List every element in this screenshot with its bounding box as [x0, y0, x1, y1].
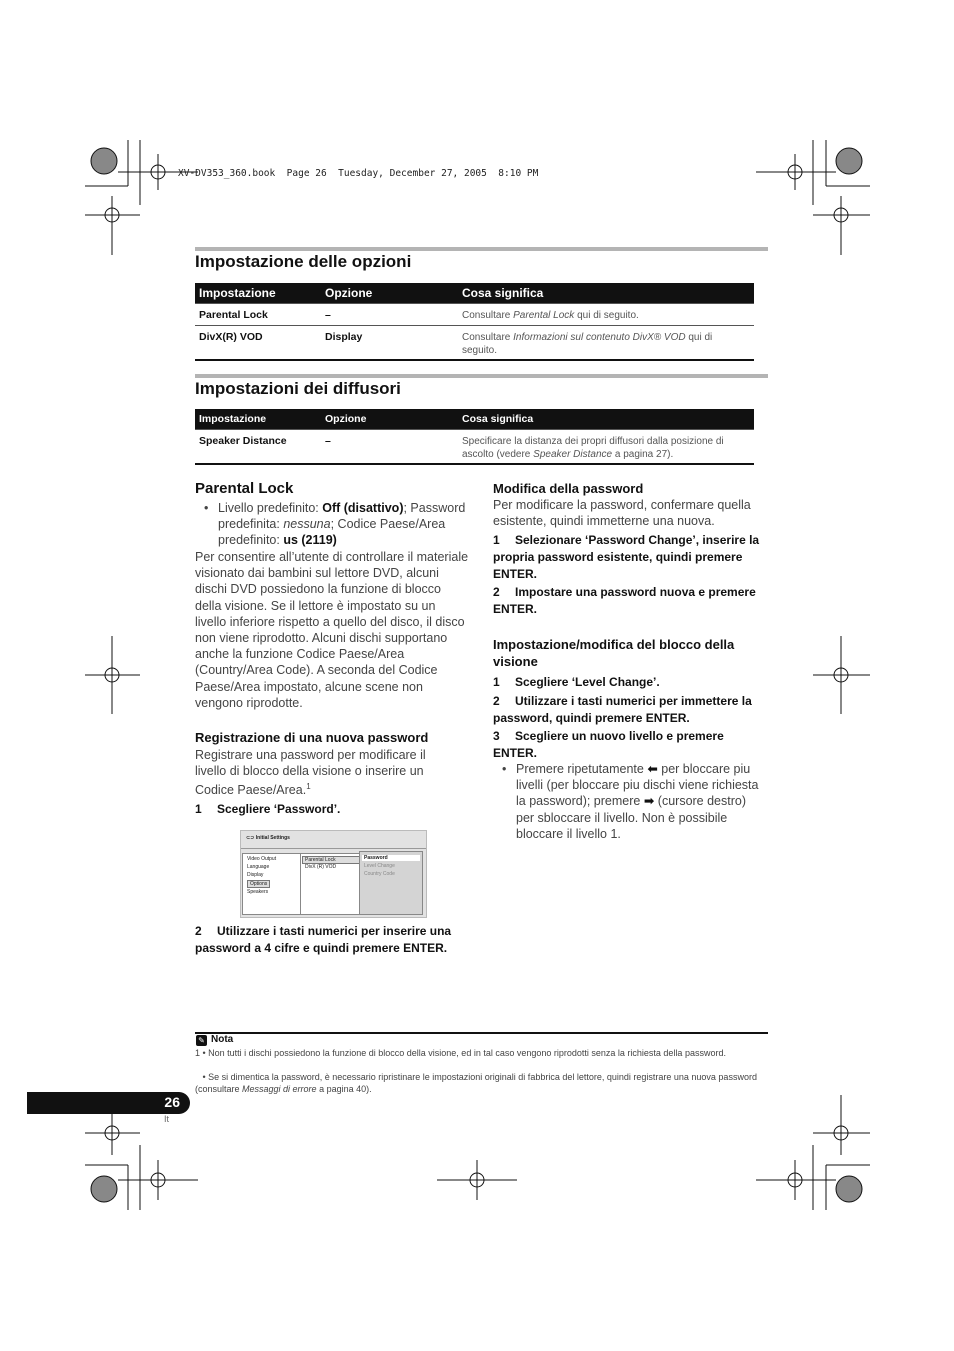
screen-header: ⊂⊃ Initial Settings — [246, 835, 290, 841]
col-header: Opzione — [321, 283, 458, 304]
speakers-table — [195, 409, 754, 464]
screen-submenu-item: Level Change — [364, 863, 395, 869]
register-step-1: 1 Scegliere ‘Password’. — [195, 802, 341, 816]
register-password-body: Registrare una password per modificare il livello di blocco della visione o inserire un Codice Paese/Area.$^1$ — [195, 748, 426, 798]
table-bottom-rule — [195, 463, 754, 465]
cell-meaning: Consultare Informazioni sul contenuto DivX® VOD qui di seguito. — [458, 326, 754, 361]
cell-setting: DivX(R) VOD — [195, 326, 321, 361]
left-arrow-icon: ⬅ — [647, 762, 658, 776]
screen-menu-item: Video Output — [247, 856, 277, 862]
options-table — [195, 283, 754, 360]
screen-submenu-panel — [359, 851, 423, 915]
lock-bullet: • Premere ripetutamente ⬅ per bloccare piu livelli (per bloccare piu dischi viene richiesta la password); premere ➡ (cursore destro) per sbloccare il livello. Non è possibile bloccare il livello 1. — [502, 762, 759, 841]
note-line-2: • Se si dimentica la password, è necessario ripristinare le impostazioni originali di fabbrica del lettore, quindi registrare una nuova password (consultare Messaggi di errore a pagina 40). — [195, 1072, 760, 1094]
disc-icon: ⊂⊃ — [246, 835, 256, 841]
screen-submenu-selected: Password — [362, 855, 420, 861]
cell-meaning: Consultare Parental Lock qui di seguito. — [458, 304, 754, 326]
col-header: Cosa significa — [458, 283, 754, 304]
table-bottom-rule — [195, 359, 754, 361]
cell-meaning: Specificare la distanza dei propri diffusori dalla posizione di ascolto (vedere Speaker Distance a pagina 27). — [458, 430, 754, 465]
parental-lock-body: Per consentire all’utente di controllare il materiale visionato dai bambini sul lettore DVD, alcuni dischi DVD possiedono la funzione di blocco della visione. Se il lettore è impostato su un livello inferiore rispetto a quello del disco, il disco non viene riprodotto. Alcuni dischi supportano anche la funzione Codice Paese/Area (Country/Area Code). A seconda del Codice Paese/Area impostato, alcune scene non vengono riprodotte. — [195, 550, 469, 710]
modify-password-body: Per modificare la password, confermare quella esistente, quindi immetterne una nuova. — [493, 498, 751, 529]
screen-options-panel — [300, 853, 362, 915]
initial-settings-screen — [240, 830, 427, 918]
modify-step-1: 1 Selezionare ‘Password Change’, inserire la propria password esistente, quindi premere ENTER. — [493, 533, 760, 581]
note-line-1: 1 • Non tutti i dischi possiedono la funzione di blocco della visione, ed in tal caso vengono riprodotti senza la richiesta della password. — [195, 1048, 726, 1058]
section-title-options: Impostazione delle opzioni — [195, 252, 412, 271]
section-rule — [195, 374, 768, 378]
screen-menu-item-selected: Options — [247, 880, 270, 888]
page-number: 26 — [164, 1094, 180, 1110]
screen-submenu-item: Country Code — [364, 871, 395, 877]
cell-option: – — [321, 430, 458, 465]
col-header: Opzione — [321, 409, 458, 430]
screen-menu-item: Language — [247, 864, 270, 870]
table-header-row — [195, 283, 754, 304]
screen-option: DivX (R) VOD — [305, 864, 337, 870]
cell-option: Display — [321, 326, 458, 361]
screen-option-selected: Parental Lock — [302, 856, 360, 864]
table-row — [195, 326, 754, 361]
col-header: Impostazione — [195, 283, 321, 304]
cell-setting: Speaker Distance — [195, 430, 321, 465]
table-header-row — [195, 409, 754, 430]
lock-level-heading: Impostazione/modifica del blocco della visione — [493, 637, 735, 669]
modify-password-heading: Modifica della password — [493, 481, 644, 496]
parental-lock-heading: Parental Lock — [195, 480, 294, 497]
lock-step-1: 1 Scegliere ‘Level Change’. — [493, 675, 660, 689]
print-info: XV-DV353_360.book Page 26 Tuesday, December 27, 2005 8:10 PM — [178, 168, 539, 179]
register-password-heading: Registrazione di una nuova password — [195, 730, 429, 745]
cell-option: – — [321, 304, 458, 326]
section-rule — [195, 247, 768, 251]
modify-step-2: 2 Impostare una password nuova e premere ENTER. — [493, 585, 756, 616]
screen-menu-item: Speakers — [247, 889, 269, 895]
right-arrow-icon: ➡ — [643, 794, 655, 809]
register-step-2: 2 Utilizzare i tasti numerici per inserire una password a 4 cifre e quindi premere ENTER. — [195, 924, 452, 955]
screen-menu-panel — [242, 853, 302, 915]
table-row — [195, 430, 754, 465]
cell-setting: Parental Lock — [195, 304, 321, 326]
section-title-speakers: Impostazioni dei diffusori — [195, 379, 401, 398]
screen-divider — [241, 848, 426, 849]
defaults-bullet: • Livello predefinito: Off (disattivo); Password predefinita: nessuna; Codice Paese/Area predefinito: us (2119) — [204, 501, 466, 548]
screen-menu-item: Display — [247, 872, 264, 878]
note-icon: ✎ — [196, 1035, 207, 1046]
col-header: Impostazione — [195, 409, 321, 430]
note-title: Nota — [211, 1034, 234, 1045]
col-header: Cosa significa — [458, 409, 754, 430]
table-row — [195, 304, 754, 326]
lock-step-3: 3 Scegliere un nuovo livello e premere ENTER. — [493, 729, 724, 760]
lock-step-2: 2 Utilizzare i tasti numerici per immettere la password, quindi premere ENTER. — [493, 694, 752, 725]
note-rule — [195, 1032, 768, 1034]
page-language: It — [164, 1114, 170, 1124]
